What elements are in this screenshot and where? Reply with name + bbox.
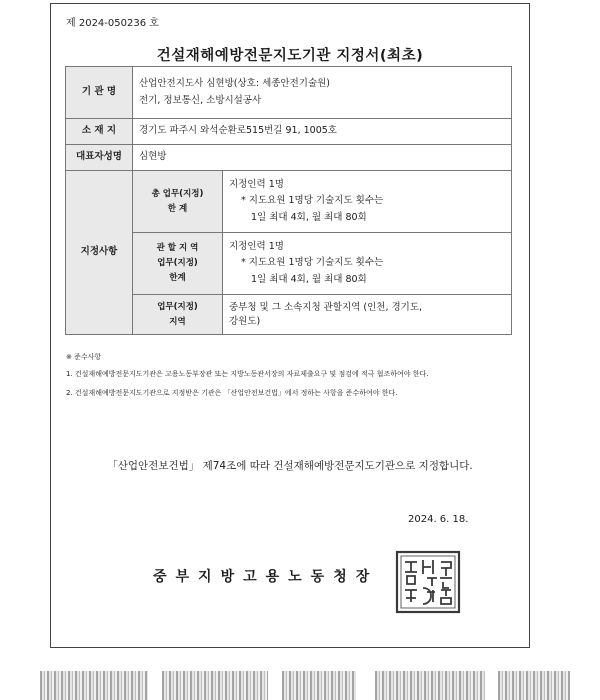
- institution-label: 기 관 명: [66, 67, 133, 119]
- institution-name: 산업안전지도사 심현방(상호: 세종안전기술원): [139, 77, 331, 89]
- scan-artifact: [282, 671, 356, 700]
- scan-artifact: [162, 671, 268, 700]
- address-label: 소 재 지: [66, 119, 133, 145]
- total-scope-value: [223, 171, 512, 233]
- row-total-scope: [66, 171, 512, 233]
- declaration-text: 「산업안전보건법」 제74조에 따라 건설재해예방전문지도기관으로 지정합니다.: [107, 460, 473, 472]
- representative-value: 심현방: [133, 145, 512, 171]
- compliance-notes: [66, 352, 506, 408]
- scan-artifact: [375, 671, 485, 700]
- official-seal-icon: [389, 546, 467, 618]
- jurisdiction-label-line3: 한계: [169, 272, 186, 283]
- area-label-line1: 업무(지정): [157, 301, 198, 312]
- row-institution: [66, 67, 512, 119]
- area-value: [223, 295, 512, 335]
- document-title: 건설재해예방전문지도기관 지정서(최초): [156, 48, 424, 64]
- jurisdiction-staff: 지정인력 1명: [229, 240, 284, 252]
- note-item-2: 2. 건설재해예방전문지도기관으로 지정받은 기관은 「산업안전보건법」에서 정하는 사항을 준수하여야 한다.: [66, 389, 398, 397]
- jurisdiction-scope-value: [223, 233, 512, 295]
- area-label-line2: 지역: [169, 316, 186, 327]
- row-representative: [66, 145, 512, 171]
- jurisdiction-scope-label: [133, 233, 223, 295]
- total-scope-label-line1: 총 업무(지정): [151, 188, 204, 199]
- row-area: [66, 295, 512, 335]
- area-label: [133, 295, 223, 335]
- note-item-1: 1. 건설재해예방전문지도기관은 고용노동부장관 또는 지방노동관서장의 자료제출요구 및 점검에 적극 협조하여야 한다.: [66, 369, 429, 378]
- issue-date: 2024. 6. 18.: [408, 514, 469, 525]
- row-address: [66, 119, 512, 145]
- jurisdiction-label-line1: 관 할 지 역: [156, 243, 199, 254]
- representative-label: 대표자성명: [66, 145, 133, 171]
- jurisdiction-limit: 1일 최대 4회, 월 최대 80회: [251, 273, 367, 285]
- issuer-name: 중부지방고용노동청장: [153, 569, 379, 585]
- jurisdiction-label-line2: 업무(지정): [157, 258, 198, 269]
- row-jurisdiction-scope: [66, 233, 512, 295]
- total-scope-note: * 지도요원 1명당 기술지도 횟수는: [241, 195, 384, 207]
- designation-label: 지정사항: [66, 171, 133, 335]
- institution-fields: 전기, 정보통신, 소방시설공사: [139, 94, 262, 106]
- address-value: 경기도 파주시 와석순환로515번길 91, 1005호: [133, 119, 512, 145]
- total-scope-staff: 지정인력 1명: [229, 178, 284, 190]
- area-line1: 중부청 및 그 소속지청 관할지역 (인천, 경기도,: [229, 302, 423, 314]
- total-scope-label-line2: 한 계: [167, 203, 188, 214]
- document-number: 제 2024-050236 호: [66, 18, 159, 29]
- scan-artifact: [498, 671, 570, 700]
- area-line2: 강원도): [229, 315, 261, 327]
- scan-artifact: [40, 671, 148, 700]
- notes-heading: ※ 준수사항: [66, 353, 102, 361]
- total-scope-label: [133, 171, 223, 233]
- total-scope-limit: 1일 최대 4회, 월 최대 80회: [251, 211, 367, 223]
- designation-table: [65, 66, 512, 335]
- jurisdiction-note: * 지도요원 1명당 기술지도 횟수는: [241, 257, 384, 269]
- institution-value: [133, 67, 512, 119]
